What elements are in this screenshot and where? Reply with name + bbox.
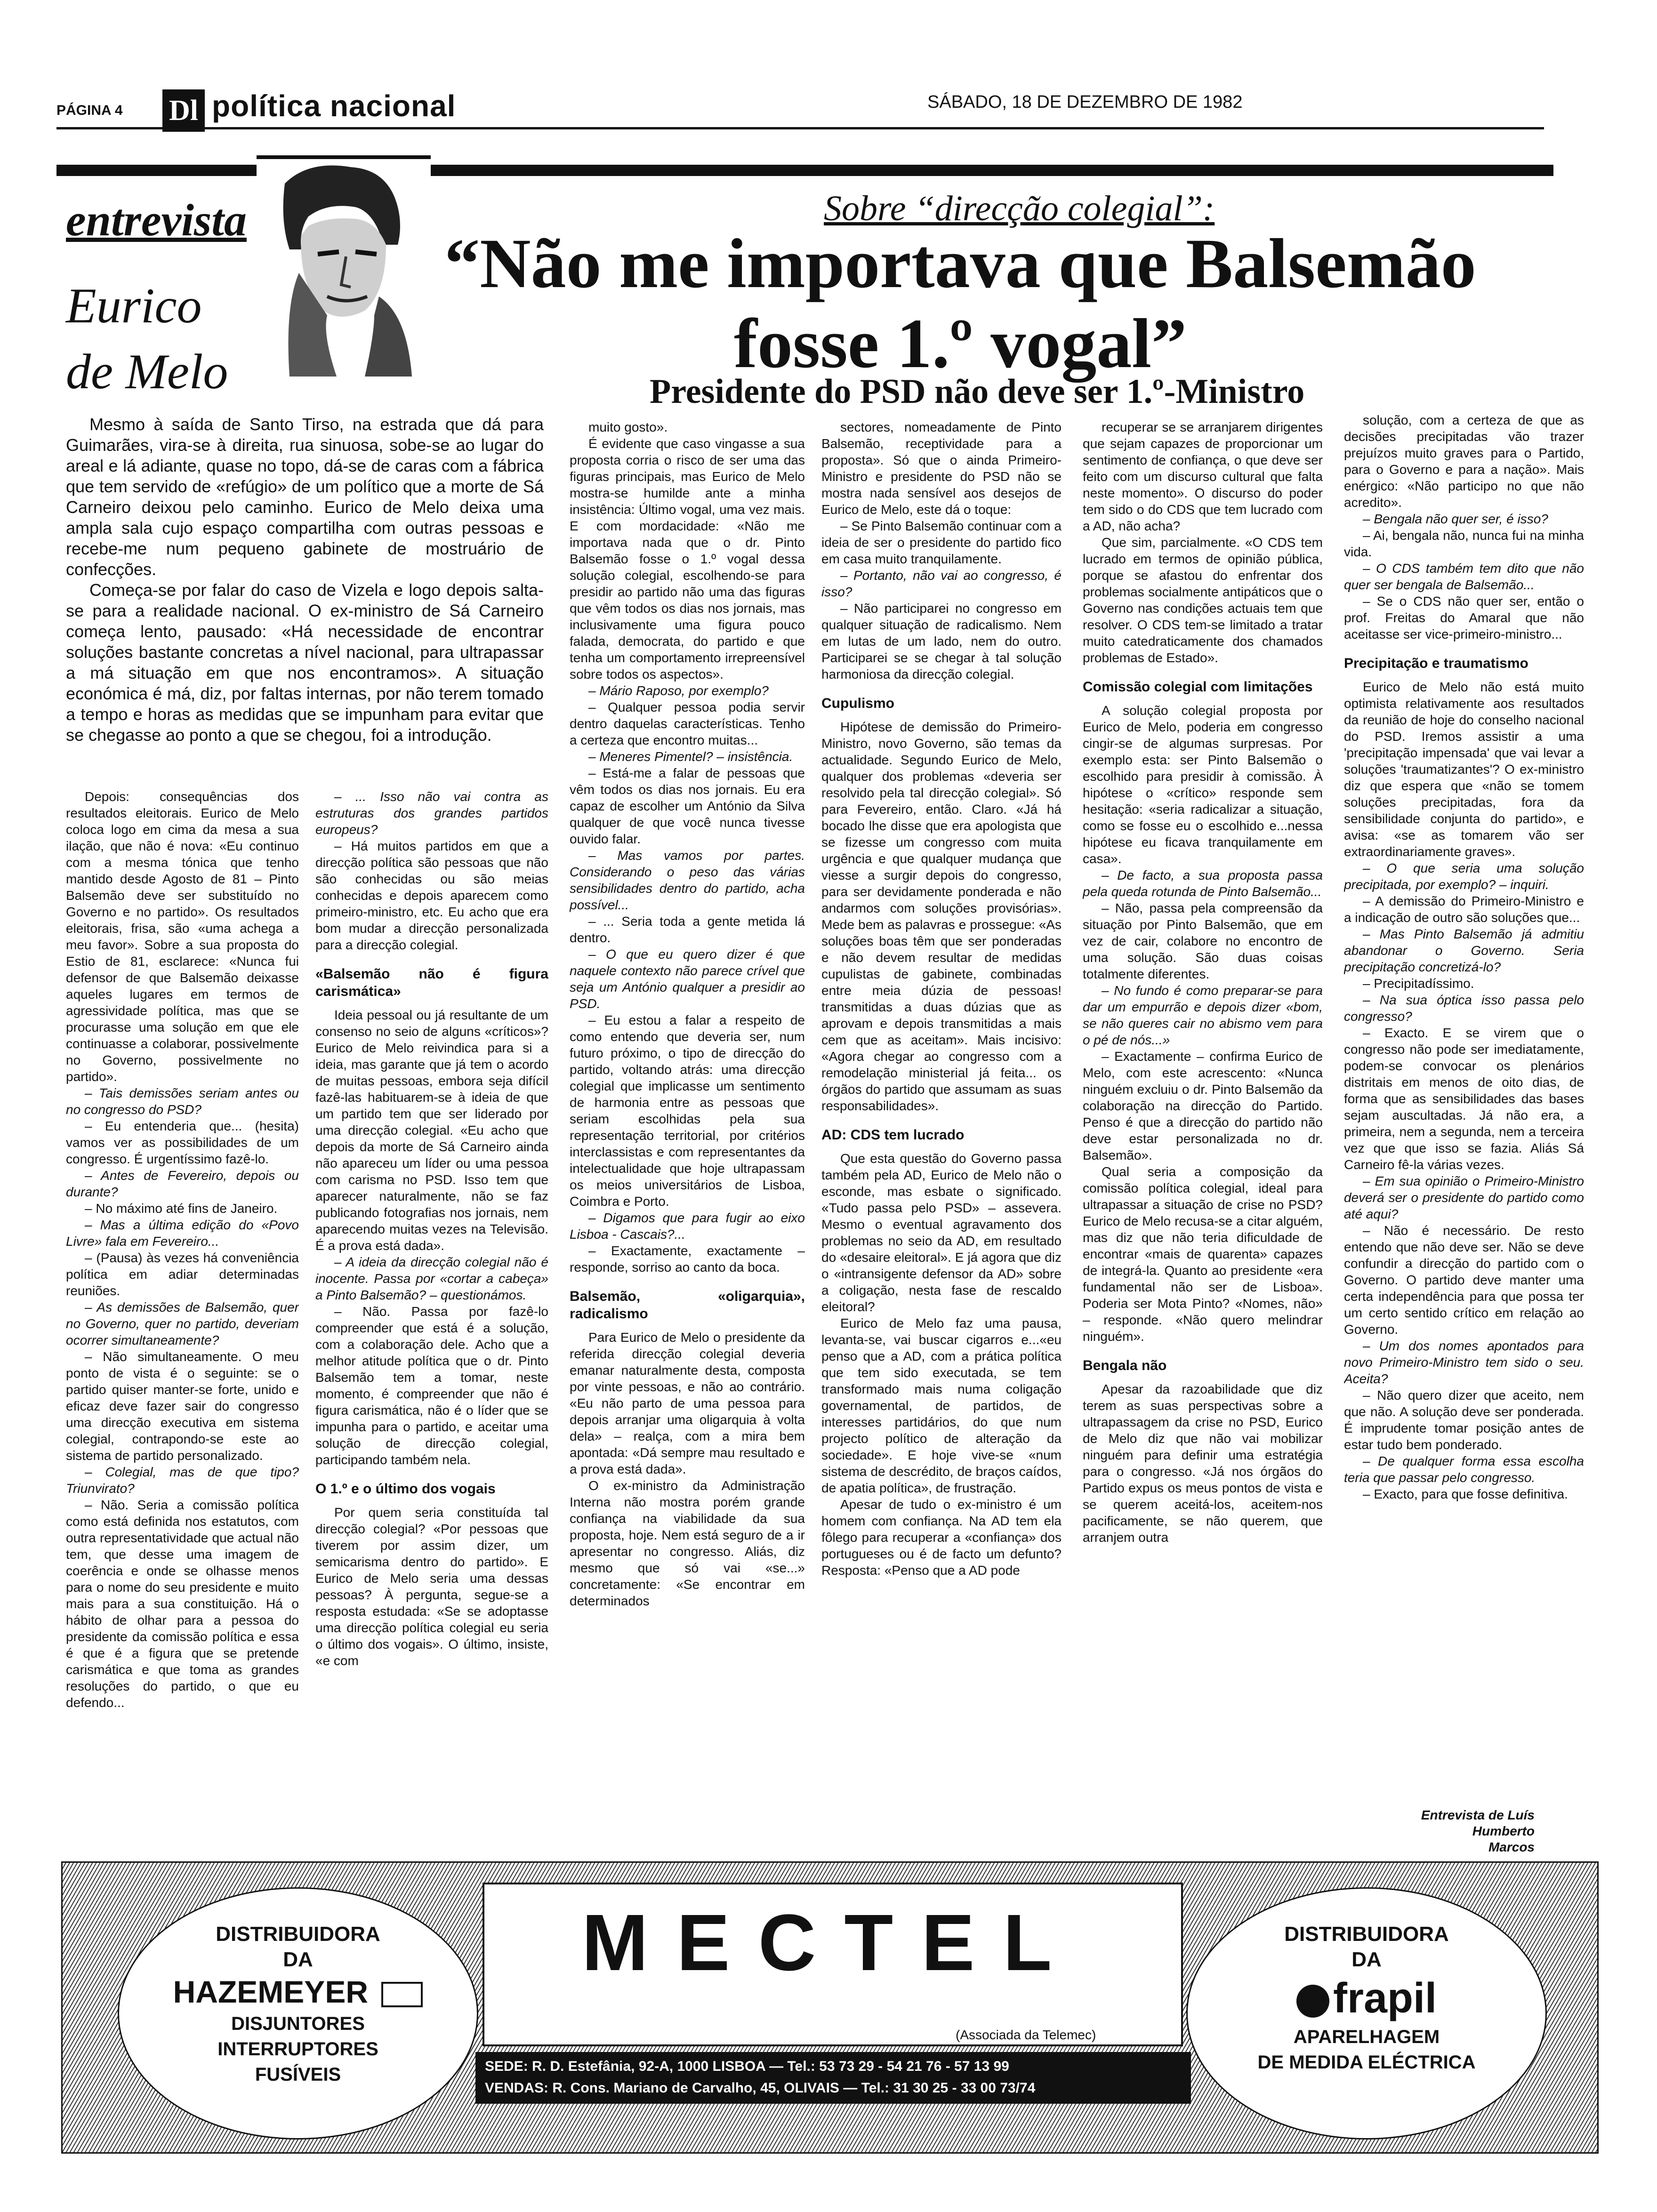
paragraph: – Não. Seria a comissão política como está definida nos estatutos, com outra representatividade que actual não tem, que desse uma imagem de coerência e onde se olhasse menos para o nome do seu presidente e muito mais para a sua constituição. Há o hábito de olhar para a pessoa do presidente da comissão política e essa é que é a figura que se pretende carismática e que toma as grandes resoluções do partido, o que eu defendo... — [66, 1498, 299, 1710]
headline-line-1: “Não me importava que Balsemão — [444, 224, 1476, 303]
question: – Um dos nomes apontados para novo Primeiro-Ministro tem sido o seu. Aceita? — [1344, 1338, 1584, 1386]
paragraph: A solução colegial proposta por Eurico de Melo, poderia em congresso cingir-se de algumas surpresas. Por exemplo esta: ser Pinto Balsemão o escolhido para presidir à comissão. À hipótese o «crítico» responde sem hesitação: «seria radicalizar a situação, como se fosse eu o escolhido e...nessa hipótese eu ficava tranquilamente em casa». — [1083, 703, 1323, 866]
ad-da-label: DA — [1351, 1948, 1382, 1971]
subtitle: Sobre “direcção colegial”: — [824, 189, 1215, 228]
paragraph: – ... Seria toda a gente metida lá dentro. — [570, 914, 805, 945]
frapil-brand — [1188, 1972, 1545, 2024]
paragraph: – No máximo até fins de Janeiro. — [85, 1201, 278, 1216]
paragraph: Por quem seria constituída tal direcção colegial? «Por pessoas que tiverem por assim dizer, um semicarisma dentro do partido». E Eurico de Melo seria uma dessas pessoas? À pergunta, segue-se a resposta estudada: «Se se adoptasse uma direcção política colegial eu seria o último dos vogais». O último, insiste, «e com — [315, 1505, 548, 1668]
kicker-label: entrevista — [66, 195, 247, 245]
question: – ... Isso não vai contra as estruturas dos grandes partidos europeus? — [315, 789, 548, 837]
paragraph: – Se Pinto Balsemão continuar com a ideia de ser o presidente do partido fico em casa muito tranquilamente. — [821, 519, 1062, 566]
paragraph: Qual seria a composição da comissão política colegial, ideal para ultrapassar a situação de crise no PSD? Eurico de Melo recusa-se a citar alguém, mas diz que não teria dificuldade de encontrar «mais de quarenta» capazes de integrá-la. Quanto ao presidente «era fundamental não ser de Lisboa». Poderia ser Mota Pinto? «Nomes, não» – responde. «Não quero melindrar ninguém». — [1083, 1164, 1323, 1344]
article-column-5 — [1083, 419, 1323, 1850]
paragraph: – Exacto, para que fosse definitiva. — [1363, 1487, 1568, 1501]
headline — [424, 224, 1497, 384]
subheading: AD: CDS tem lucrado — [821, 1127, 965, 1143]
paragraph: É evidente que caso vingasse a sua proposta corria o risco de ser uma das figuras principais, mas Eurico de Melo mostra-se humilde ante a minha insistência: Último vogal, uma vez mais. E com mordacidade: «Não me importava nada que o dr. Pinto Balsemão fosse o 1.º vogal dessa solução colegial, escolhendo-se para presidir ao partido não uma das figuras que vêm todos os dias nos jornais, mas inclusivamente uma figura pouco falada, democrata, do partido e que tenha um comportamento irrepreensível sobre todos os aspectos». — [570, 436, 805, 681]
paragraph: – Há muitos partidos em que a direcção política são pessoas que não são conhecidas ou são meias conhecidas e depois aparecem como primeiro-ministro, etc. Eu acho que era bom mudar a direcção personalizada para a direcção colegial. — [315, 839, 548, 952]
lead-paragraph: Começa-se por falar do caso de Vizela e logo depois salta-se para a realidade nacional. O ex-ministro de Sá Carneiro começa lento, pausado: «Há necessidade de encontrar soluções bastante concretas a nível nacional, para ultrapassar a má situação em que nos encontramos». A situação económica é má, diz, por faltas internas, por não terem tomado a tempo e horas as medidas que se impunham para evitar que se chegasse ao ponto a que se chegou, foi a introdução. — [66, 580, 544, 745]
ad-distributor-label: DISTRIBUIDORA — [1284, 1923, 1449, 1946]
paragraph: solução, com a certeza de que as decisões precipitadas vão trazer prejuízos muito graves para o Partido, para o Governo e para a nação». Mais enérgico: «Não participo no que não acredito». — [1344, 413, 1584, 510]
paragraph: – A demissão do Primeiro-Ministro e a indicação de outro são soluções que... — [1344, 894, 1584, 925]
section-title: política nacional — [212, 89, 456, 123]
paragraph: – (Pausa) às vezes há conveniência política em adiar determinadas reuniões. — [66, 1250, 299, 1298]
paragraph: Que sim, parcialmente. «O CDS tem lucrado em termos de opinião pública, porque se afastou do enfrentar dos problemas socialmente antipáticos que o Governo nas condições actuais tem que resolver. O CDS tem-se limitado a tratar muito catedraticamente dos chamados problemas de Estado». — [1083, 535, 1323, 665]
article-column-2 — [315, 788, 548, 1850]
ad-product: DISJUNTORES — [231, 2013, 365, 2034]
question: – Mas a última edição do «Povo Livre» fala em Fevereiro... — [66, 1218, 299, 1249]
paragraph: sectores, nomeadamente de Pinto Balsemão, receptividade para a proposta». Só que o ainda Primeiro-Ministro e presidente do PSD não se mostra nada sensível aos desejos de Eurico de Melo, este dá o toque: — [821, 420, 1062, 517]
frapil-logo-icon — [1296, 1985, 1329, 2018]
paragraph: – Não é necessário. De resto entendo que não deve ser. Não se deve confundir a direcção do partido com o Governo. O partido deve manter uma certa independência para que possa ter um certo sentido crítico em relação ao Governo. — [1344, 1223, 1584, 1337]
article-column-1 — [66, 788, 299, 1850]
paragraph: Eurico de Melo não está muito optimista relativamente aos resultados da reunião de hoje do conselho nacional do PSD. Iremos assistir a uma 'precipitação impensada' que vai levar a soluções 'traumatizantes'? O ex-ministro diz que espera que «não se tomem soluções precipitadas, fora da sensibilidade conjunta do partido», e avisa: «se as tomarem vão ser extraordinariamente graves». — [1344, 680, 1584, 859]
hazemeyer-logo-icon — [381, 1982, 423, 2007]
headline-line-2: fosse 1.º vogal” — [734, 305, 1187, 383]
paragraph: – Exactamente – confirma Eurico de Melo, com este acrescento: «Nunca ninguém excluiu o dr. Pinto Balsemão da colaboração na direcção do Partido. Penso é que a direcção do partido não deve estar personalizada no dr. Balsemão». — [1083, 1049, 1323, 1162]
lead-paragraphs — [66, 414, 544, 772]
interviewee-name — [66, 273, 228, 405]
paragraph: – Exactamente, exactamente – responde, sorriso ao canto da boca. — [570, 1243, 805, 1274]
hazemeyer-name: HAZEMEYER — [173, 1974, 369, 2009]
paragraph: O ex-ministro da Administração Interna não mostra porém grande confiança na viabilidade da sua proposta, hoje. Nem está seguro de a ir apresentar no congresso. Aliás, diz mesmo que só vai «se...» concretamente: «Se encontrar em determinados — [570, 1478, 805, 1608]
address-line: VENDAS: R. Cons. Mariano de Carvalho, 45, OLIVAIS — Tel.: 31 30 25 - 33 00 73/74 — [485, 2080, 1036, 2096]
question: – Portanto, não vai ao congresso, é isso? — [821, 568, 1062, 599]
subheading: «Balsemão não é figura carismática» — [315, 966, 548, 999]
interviewee-first-name: Eurico — [66, 278, 202, 333]
portrait-photo — [257, 155, 431, 377]
question: – A ideia da direcção colegial não é inocente. Passa por «cortar a cabeça» a Pinto Balsemão? – questionámos. — [315, 1255, 548, 1302]
paragraph: Apesar da razoabilidade que diz terem as suas perspectivas sobre a ultrapassagem da crise no PSD, Eurico de Melo diz que não vai mobilizar ninguém para definir uma estratégia para o congresso. «Já nos órgãos do Partido expus os meus pontos de vista e se querem aceitá-los, aceitem-nos pacificamente, se não querem, que arranjem outra — [1083, 1382, 1323, 1545]
question: – Colegial, mas de que tipo? Triunvirato? — [66, 1465, 299, 1496]
question: – Em sua opinião o Primeiro-Ministro deverá ser o presidente do partido como até aqui? — [1344, 1174, 1584, 1221]
article-column-3 — [570, 419, 805, 1850]
header-rule — [56, 127, 1544, 129]
hazemeyer-oval — [118, 1887, 478, 2140]
subheading: Comissão colegial com limitações — [1083, 679, 1313, 695]
paragraph: – Não. Passa por fazê-lo compreender que está é a solução, com a colaboração dele. Acho que a melhor atitude política que o dr. Pinto Balsemão tem a tomar, neste momento, é compreender que não é figura carismática, não é o líder que se impunha para o partido, e aceitar uma solução de direcção colegial, participando também nela. — [315, 1304, 548, 1467]
question: – Meneres Pimentel? – insistência. — [588, 749, 793, 764]
question: – O CDS também tem dito que não quer ser bengala de Balsemão... — [1344, 561, 1584, 592]
hazemeyer-brand — [119, 1972, 477, 2011]
ad-distributor-label: DISTRIBUIDORA — [216, 1923, 380, 1946]
subheading: Bengala não — [1083, 1358, 1167, 1373]
question: – De qualquer forma essa escolha teria que passar pelo congresso. — [1344, 1454, 1584, 1485]
paragraph: Que esta questão do Governo passa também pela AD, Eurico de Melo não o esconde, mas esbate o significado. «Tudo passa pelo PSD» – assevera. Mesmo o eventual agravamento dos problemas no seio da AD, em resultado do «desaire eleitoral». E já agora que diz o «intransigente defensor da AD» sobre a coligação, nesta fase de rescaldo eleitoral? — [821, 1151, 1062, 1314]
paragraph: Ideia pessoal ou já resultante de um consenso no seio de alguns «críticos»? Eurico de Melo reivindica para si a ideia, mas garante que já tem o acordo de muitas pessoas, embora seja difícil fazê-las habituarem-se à ideia de que um partido tem que ser liderado por uma direcção colegial. «Eu acho que depois da morte de Sá Carneiro ainda não apareceu um líder ou uma pessoa com carisma no PSD. Isso tem que aparecer naturalmente, não se faz publicando fotografias nos jornais, nem aparecendo muitas vezes na Televisão. É a prova está dada». — [315, 1008, 548, 1253]
byline — [1365, 1807, 1535, 1855]
deck: Presidente do PSD não deve ser 1.º-Ministro — [650, 372, 1305, 411]
ad-product: INTERRUPTORES — [217, 2039, 378, 2060]
paragraph: Hipótese de demissão do Primeiro-Ministro, novo Governo, são temas da actualidade. Segundo Eurico de Melo, qualquer dos problemas «deveria ser resolvido pela tal direcção colegial». Só para Fevereiro, então. Claro. «Já há bocado lhe disse que era apologista que se fizesse um congresso com muita urgência e que qualquer mudança que viesse a surgir depois do congresso, para ser devidamente ponderada e não andarmos com soluções provisórias». Mede bem as palavras e prossegue: «As soluções boas têm que ser ponderadas e não devem resultar de medidas cupulistas de gabinete, combinadas entre meia dúzia de pessoas! transmitidas a duas dúzias que as aprovam e depois transmitidas a mais cem que as aceitam». Mais incisivo: «Agora chegar ao congresso com a remodelação ministerial já feita... os órgãos do partido que assumam as suas responsabilidades». — [821, 720, 1062, 1113]
mectel-address — [475, 2052, 1191, 2104]
question: – Tais demissões seriam antes ou no congresso do PSD? — [66, 1086, 299, 1117]
paragraph: – Não quero dizer que aceito, nem que não. A solução deve ser ponderada. É imprudente tomar posição antes de estar tudo bem ponderado. — [1344, 1388, 1584, 1452]
subheading: Precipitação e traumatismo — [1344, 656, 1528, 671]
ad-da-label: DA — [283, 1948, 313, 1971]
paragraph: – Qualquer pessoa podia servir dentro daquelas características. Tenho a certeza que encontro muitas... — [570, 700, 805, 747]
paragraph: Eurico de Melo faz uma pausa, levanta-se, vai buscar cigarros e...«eu penso que a AD, com a prática política que tem sido executada, se tem transformado mais numa coligação governamental, de partidos, de interesses partidários, do que num projecto político de alteração da sociedade». E hoje vive-se «num sistema de descrédito, de braços caídos, de apatia política», de frustração. — [821, 1316, 1062, 1495]
mectel-association: (Associada da Telemec) — [956, 2028, 1096, 2042]
paragraph: – Não participarei no congresso em qualquer situação de radicalismo. Nem em lutas de um lado, nem do outro. Participarei se se chegar à tal solução harmoniosa da direcção colegial. — [821, 601, 1062, 681]
paragraph: – Não, passa pela compreensão da situação por Pinto Balsemão, que em vez de cair, colabore no encontro de uma solução. São duas coisas totalmente diferentes. — [1083, 901, 1323, 981]
subheading: Cupulismo — [821, 696, 894, 711]
paragraph: Depois: consequências dos resultados eleitorais. Eurico de Melo coloca logo em cima da mesa a sua ilação, que não é nova: «Eu continuo com a mesma tónica que tenho mantido desde Agosto de 81 – Pinto Balsemão deve ser substituído no Governo e no partido». Os resultados eleitorais, frisa, são «uma achega a meu favor». Sobre a sua proposta do Estio de 81, esclarece: «Nunca fui defensor de que Balsemão deixasse aqueles lugares em termos de agressividade política, mas que se procurasse uma solução em que ele continuasse a colaborar, possivelmente no Governo, possivelmente no partido». — [66, 789, 299, 1084]
question: – O que seria uma solução precipitada, por exemplo? – inquiri. — [1344, 861, 1584, 892]
ad-product: FUSÍVEIS — [255, 2064, 341, 2085]
question: – Mas vamos por partes. Considerando o peso das várias sensibilidades dentro do partido, acha possível... — [570, 848, 805, 912]
paragraph: – Se o CDS não quer ser, então o prof. Freitas do Amaral que não aceitasse ser vice-primeiro-ministro... — [1344, 594, 1584, 641]
ad-product: DE MEDIDA ELÉCTRICA — [1257, 2052, 1476, 2073]
question: – De facto, a sua proposta passa pela queda rotunda de Pinto Balsemão... — [1083, 868, 1323, 899]
subheading: O 1.º e o último dos vogais — [315, 1481, 496, 1497]
lead-paragraph: Mesmo à saída de Santo Tirso, na estrada que dá para Guimarães, vira-se à direita, rua sinuosa, sobe-se ao lugar do areal e lá adiante, quase no topo, dá-se de caras com a fábrica que tem servido de «refúgio» de um político que a morte de Sá Carneiro deixou pelo caminho. Eurico de Melo deixa uma ampla sala cujo espaço compartilha com outras pessoas e recebe-me num pequeno gabinete de mostruário de confecções. — [66, 415, 544, 579]
paragraph: – Está-me a falar de pessoas que vêm todos os dias nos jornais. Eu era capaz de escolher um António da Silva qualquer de que você nunca tivesse ouvido falar. — [570, 766, 805, 846]
question: – As demissões de Balsemão, quer no Governo, quer no partido, deveriam ocorrer simultaneamente? — [66, 1300, 299, 1347]
paragraph: – Eu estou a falar a respeito de como entendo que deveria ser, num futuro próximo, o tipo de direcção do partido, voltando atrás: uma direcção colegial que implicasse um sentimento de harmonia entre as pessoas que seriam escolhidas pela sua representação territorial, por critérios interclassistas e com representantes da intelectualidade que hoje ultrapassam os meios universitários de Lisboa, Coimbra e Porto. — [570, 1013, 805, 1209]
question: – No fundo é como preparar-se para dar um empurrão e depois dizer «bom, se não queres cair no abismo vem para o pé de nós...» — [1083, 983, 1323, 1047]
address-line: SEDE: R. D. Estefânia, 92-A, 1000 LISBOA — Tel.: 53 73 29 - 54 21 76 - 57 13 99 — [485, 2059, 1009, 2074]
question: – Mas Pinto Balsemão já admitiu abandonar o Governo. Seria precipitação concretizá-lo? — [1344, 927, 1584, 974]
page-number: PÁGINA 4 — [56, 103, 123, 118]
article-column-6 — [1344, 412, 1584, 1800]
frapil-oval — [1186, 1887, 1547, 2140]
paragraph: – Precipitadíssimo. — [1363, 976, 1474, 991]
issue-date: SÁBADO, 18 DE DEZEMBRO DE 1982 — [927, 92, 1243, 112]
article-column-4 — [821, 419, 1062, 1850]
question: – Mário Raposo, por exemplo? — [588, 683, 769, 698]
question: – Na sua óptica isso passa pelo congresso? — [1344, 993, 1584, 1024]
paragraph: muito gosto». — [588, 420, 668, 434]
question: – O que eu quero dizer é que naquele contexto não parece crível que seja um António qualquer a presidir ao PSD. — [570, 947, 805, 1011]
question: – Antes de Fevereiro, depois ou durante? — [66, 1168, 299, 1199]
paragraph: – Eu entenderia que... (hesita) vamos ver as possibilidades de um congresso. É urgentíssimo fazê-lo. — [66, 1119, 299, 1166]
frapil-name: frapil — [1333, 1975, 1437, 2022]
paragraph: Apesar de tudo o ex-ministro é um homem com confiança. Na AD tem ela fôlego para recuperar a «confiança» dos portugueses ou é de facto um defunto? Resposta: «Penso que a AD pode — [821, 1497, 1062, 1578]
byline-line: Marcos — [1488, 1840, 1535, 1854]
paragraph: – Não simultaneamente. O meu ponto de vista é o seguinte: se o partido quiser manter-se forte, unido e eficaz deve fazer sair do congresso uma direcção executiva em sistema colegial, contrapondo-se este ao sistema de partido personalizado. — [66, 1349, 299, 1463]
paragraph: – Ai, bengala não, nunca fui na minha vida. — [1344, 528, 1584, 559]
newspaper-logo: Dl — [162, 89, 205, 132]
ad-product: APARELHAGEM — [1293, 2027, 1440, 2047]
paragraph: recuperar se se arranjarem dirigentes que sejam capazes de proporcionar um sentimento de confiança, o que deve ser feito com um discurso cultural que falta neste momento». O discurso do poder tem sido o do CDS que tem lucrado com a AD, não acha? — [1083, 420, 1323, 533]
question: – Bengala não quer ser, é isso? — [1363, 512, 1548, 526]
paragraph: Para Eurico de Melo o presidente da referida direcção colegial deveria emanar naturalmente desta, composta por vinte pessoas, e não ao contrário. «Eu não parto de uma pessoa para depois arranjar uma oligarquia à volta dela» – realça, com a mira bem apontada: «Dá sempre mau resultado e a prova está dada». — [570, 1330, 805, 1476]
interviewee-last-name: de Melo — [66, 344, 228, 399]
byline-line: Entrevista de Luís Humberto — [1421, 1808, 1535, 1838]
mectel-brand: MECTEL — [581, 1898, 1080, 1988]
subheading: Balsemão, «oligarquia», radicalismo — [570, 1289, 805, 1322]
paragraph: – Exacto. E se virem que o congresso não pode ser imediatamente, podem-se convocar os plenários distritais em menos de oito dias, de forma que as sensibilidades das bases sejam auscultadas. Já não era, a primeira, nem a segunda, nem a terceira vez que que isso se fazia. Aliás Sá Carneiro fê-la várias vezes. — [1344, 1026, 1584, 1172]
question: – Digamos que para fugir ao eixo Lisboa - Cascais?... — [570, 1210, 805, 1242]
